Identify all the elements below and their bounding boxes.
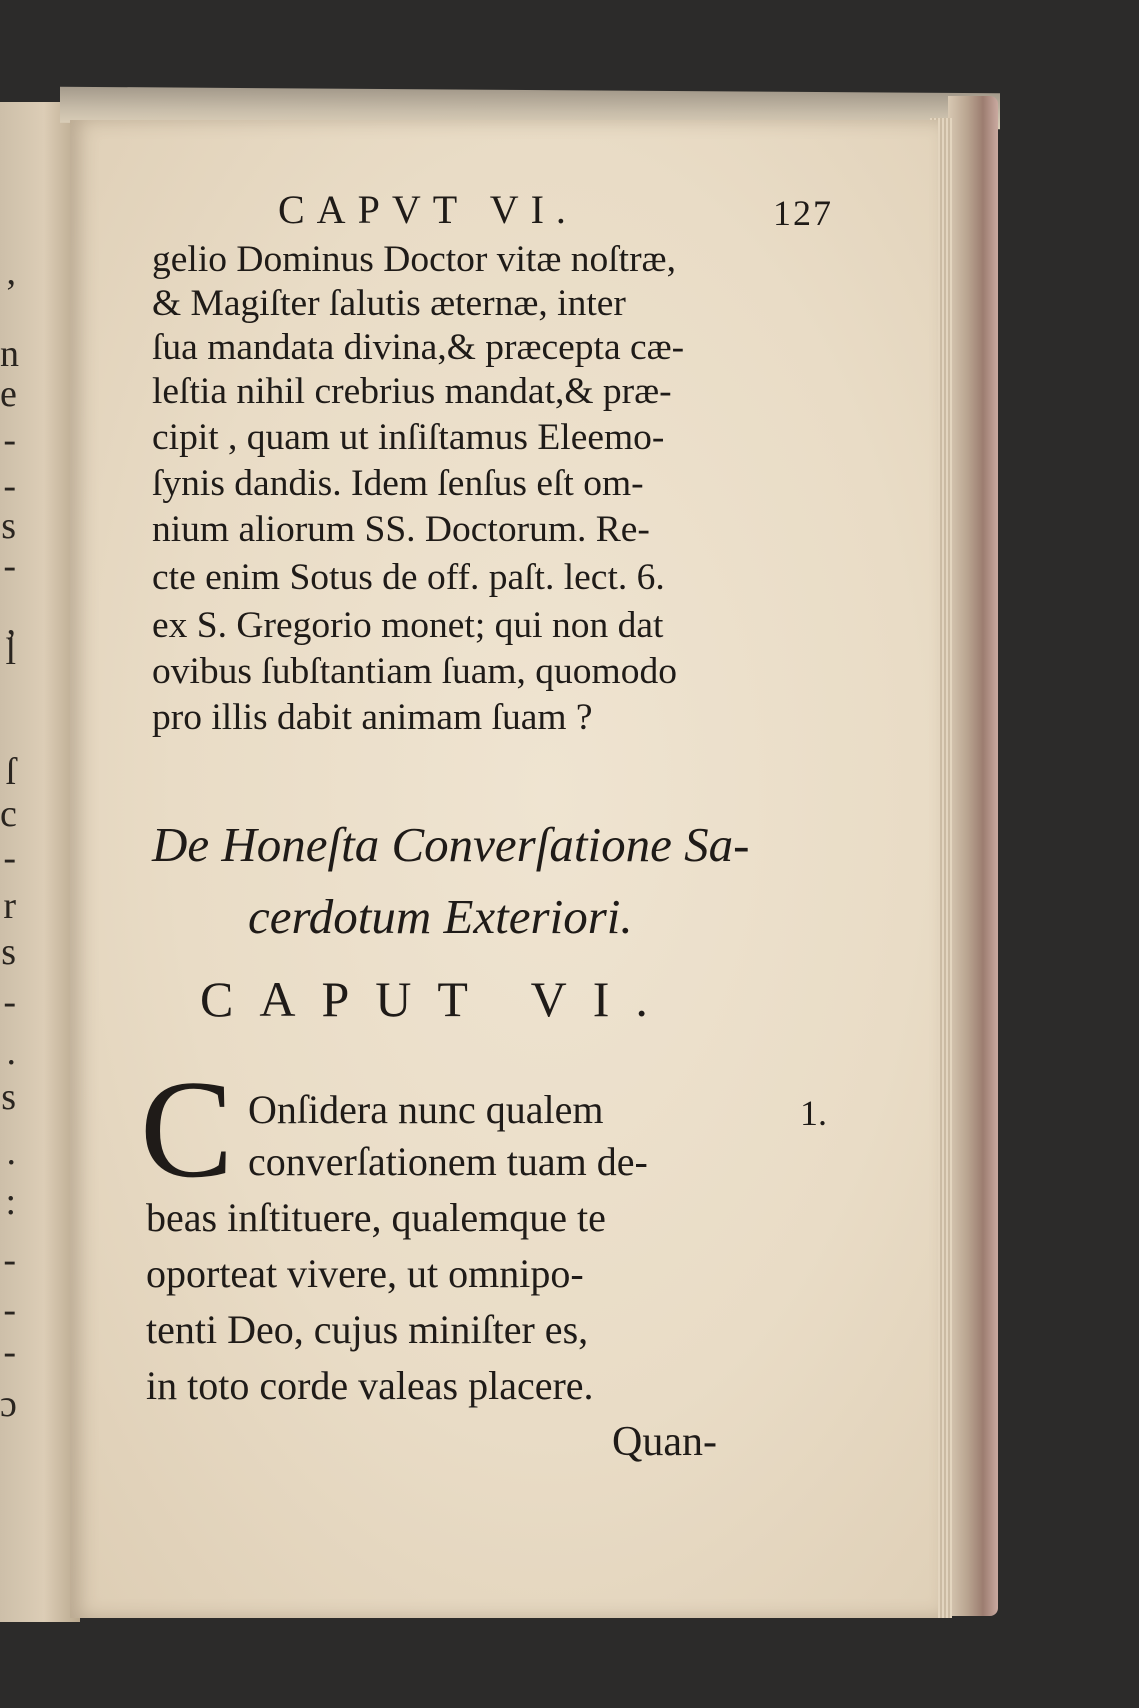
book-cover-edge (948, 96, 998, 1616)
body-line: ovibus ſubſtantiam ſuam, quomodo (152, 651, 677, 692)
section-heading-line: cerdotum Exteriori. (248, 889, 633, 944)
left-page-fragment: ɔ (0, 1383, 17, 1425)
body-line: cte enim Sotus de off. paſt. lect. 6. (152, 557, 665, 598)
margin-number: 1. (800, 1093, 827, 1133)
left-page-fragment: . (6, 1131, 16, 1173)
chapter-line: oporteat vivere, ut omnipo- (146, 1251, 584, 1296)
left-page-fragment: : (5, 1181, 16, 1223)
drop-cap: C (140, 1052, 234, 1207)
chapter-line: tenti Deo, cujus miniſter es, (146, 1307, 589, 1352)
left-page-fragment: - (3, 981, 16, 1023)
left-page-fragment: n (0, 333, 19, 375)
left-page-fragment: e (0, 373, 17, 415)
chapter-label: CAPUT VI. (200, 971, 674, 1027)
left-page-fragment: - (3, 419, 16, 461)
left-page-fragment: ſ (5, 751, 16, 793)
catchword: Quan- (612, 1419, 717, 1465)
left-page-fragment: - (3, 1239, 16, 1281)
body-line: cipit , quam ut inſiſtamus Eleemo- (152, 417, 665, 458)
page-number: 127 (773, 193, 833, 233)
body-line: ſynis dandis. Idem ſenſus eſt om- (152, 463, 644, 504)
left-page-fragment: - (3, 465, 16, 507)
left-page-fragment: , (6, 251, 16, 293)
left-page-fragment: s (1, 1076, 16, 1118)
left-page-fragment: r (3, 885, 16, 927)
left-page-fragment: - (3, 1289, 16, 1331)
left-page-fragment: - (3, 545, 16, 587)
left-page-fragment: l (5, 631, 16, 673)
body-line: leſtia nihil crebrius mandat,& præ- (152, 371, 672, 412)
left-page-fragment: - (3, 1331, 16, 1373)
body-line: gelio Dominus Doctor vitæ noſtræ, (152, 239, 676, 280)
body-line: pro illis dabit animam ſuam ? (152, 697, 593, 738)
body-line: ex S. Gregorio monet; qui non dat (152, 605, 664, 646)
left-page-fragment: . (6, 1031, 16, 1073)
left-page-fragment: , (6, 601, 16, 643)
chapter-line: converſationem tuam de- (248, 1139, 648, 1184)
left-page-fragment: s (1, 505, 16, 547)
body-line: & Magiſter ſalutis æternæ, inter (152, 283, 626, 324)
left-page-edge (0, 102, 80, 1622)
chapter-line: in toto corde valeas placere. (146, 1363, 594, 1408)
left-page-fragment: s (1, 931, 16, 973)
section-heading-line: De Honeſta Converſatione Sa- (152, 817, 750, 872)
left-page-fragment: - (3, 837, 16, 879)
chapter-line: Onſidera nunc qualem (248, 1087, 604, 1132)
left-page-fragment: c (0, 793, 17, 835)
body-line: nium aliorum SS. Doctorum. Re- (152, 509, 650, 550)
chapter-line: beas inſtituere, qualemque te (146, 1195, 606, 1240)
running-title: CAPVT VI. (278, 187, 578, 232)
body-line: ſua mandata divina,& præcepta cæ- (152, 327, 685, 368)
